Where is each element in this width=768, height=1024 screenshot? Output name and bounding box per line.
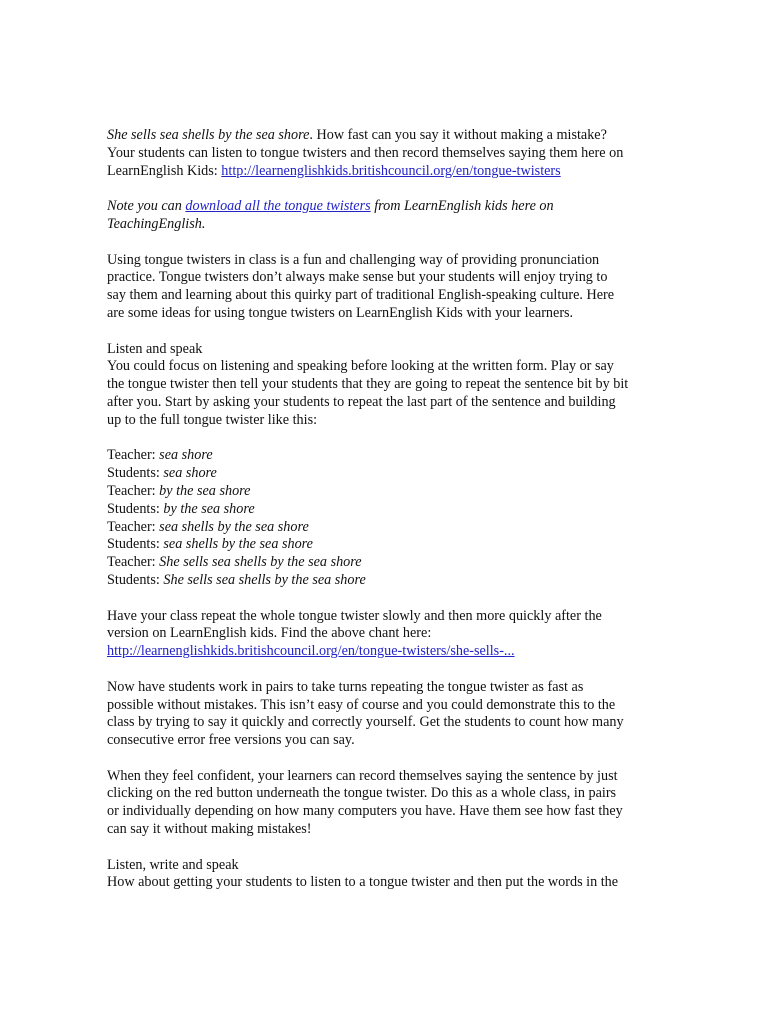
she-sells-link[interactable]: http://learnenglishkids.britishcouncil.org/en/tongue-twisters/she-sells-... (107, 643, 515, 660)
listen-speak-section (107, 341, 667, 430)
dialogue-text: sea shells by the sea shore (159, 518, 309, 535)
dialogue-speaker: Teacher: (107, 447, 160, 464)
repeat-line-1: Have your class repeat the whole tongue twister slowly and then more quickly after the (107, 607, 602, 624)
record-line: can say it without making mistakes! (107, 821, 312, 838)
record-line: When they feel confident, your learners can record themselves saying the sentence by just (107, 767, 618, 784)
listen-write-speak-section (107, 857, 667, 893)
using-line: say them and learning about this quirky part of traditional English-speaking culture. Here (107, 287, 615, 304)
intro-paragraph (107, 127, 667, 180)
dialogue-speaker: Teacher: (107, 554, 160, 571)
dialogue-speaker: Teacher: (107, 518, 160, 535)
dialogue-line (107, 572, 667, 590)
listen-write-speak-heading: Listen, write and speak (107, 856, 239, 873)
dialogue-line (107, 447, 667, 465)
record-paragraph (107, 768, 667, 839)
listen-speak-line: up to the full tongue twister like this: (107, 411, 318, 428)
intro-line-1 (107, 127, 667, 145)
dialogue-line (107, 519, 667, 537)
note-suffix: from LearnEnglish kids here on (370, 198, 554, 215)
dialogue-speaker: Students: (107, 465, 164, 482)
dialogue-text: sea shore (163, 465, 217, 482)
tongue-twisters-link[interactable]: http://learnenglishkids.britishcouncil.org/en/tongue-twisters (221, 162, 561, 179)
repeat-line-3 (107, 643, 667, 661)
repeat-line-2: version on LearnEnglish kids. Find the above chant here: (107, 625, 432, 642)
note-prefix: Note you can (107, 198, 186, 215)
pairs-line: Now have students work in pairs to take turns repeating the tongue twister as fast as (107, 678, 584, 695)
dialogue-text: by the sea shore (159, 482, 251, 499)
intro-line-3 (107, 163, 667, 181)
using-line: practice. Tongue twisters don’t always make sense but your students will enjoy trying to (107, 269, 608, 286)
dialogue-speaker: Teacher: (107, 482, 160, 499)
pairs-paragraph (107, 679, 667, 750)
listen-speak-line: You could focus on listening and speaking before looking at the written form. Play or say (107, 358, 614, 375)
note-paragraph (107, 198, 667, 234)
dialogue-list (107, 447, 667, 589)
dialogue-speaker: Students: (107, 571, 164, 588)
using-tongue-twisters-paragraph (107, 252, 667, 323)
pairs-line: consecutive error free versions you can say. (107, 732, 355, 749)
dialogue-text: sea shore (159, 447, 213, 464)
listen-write-speak-line: How about getting your students to listen to a tongue twister and then put the words in the (107, 874, 619, 891)
dialogue-line (107, 536, 667, 554)
dialogue-text: by the sea shore (163, 500, 255, 517)
dialogue-text: sea shells by the sea shore (163, 536, 313, 553)
listen-speak-line: after you. Start by asking your students to repeat the last part of the sentence and building (107, 393, 616, 410)
dialogue-line (107, 501, 667, 519)
dialogue-speaker: Students: (107, 536, 164, 553)
using-line: are some ideas for using tongue twisters on LearnEnglish Kids with your learners. (107, 304, 574, 321)
intro-line-3-text: LearnEnglish Kids: (107, 162, 222, 179)
dialogue-line (107, 554, 667, 572)
dialogue-text: She sells sea shells by the sea shore (159, 554, 362, 571)
record-line: clicking on the red button underneath the tongue twister. Do this as a whole class, in pairs (107, 785, 617, 802)
intro-italic-lead: She sells sea shells by the sea shore (107, 127, 310, 143)
note-line-1 (107, 198, 667, 216)
dialogue-line (107, 483, 667, 501)
repeat-paragraph (107, 608, 667, 661)
dialogue-line (107, 465, 667, 483)
note-line-2: TeachingEnglish. (107, 215, 206, 232)
dialogue-text: She sells sea shells by the sea shore (163, 571, 366, 588)
intro-line-2: Your students can listen to tongue twisters and then record themselves saying them here on (107, 144, 624, 161)
intro-line-1-rest: . How fast can you say it without making a mistake? (309, 127, 607, 143)
dialogue-speaker: Students: (107, 500, 164, 517)
pairs-line: class by trying to say it quickly and correctly yourself. Get the students to count how many (107, 714, 624, 731)
listen-speak-line: the tongue twister then tell your students that they are going to repeat the sentence bit by bit (107, 376, 629, 393)
pairs-line: possible without mistakes. This isn’t easy of course and you could demonstrate this to the (107, 696, 616, 713)
document-page (107, 127, 667, 910)
record-line: or individually depending on how many computers you have. Have them see how fast they (107, 803, 623, 820)
using-line: Using tongue twisters in class is a fun and challenging way of providing pronunciation (107, 251, 600, 268)
listen-speak-heading: Listen and speak (107, 340, 203, 357)
download-tongue-twisters-link[interactable]: download all the tongue twisters (185, 198, 371, 215)
